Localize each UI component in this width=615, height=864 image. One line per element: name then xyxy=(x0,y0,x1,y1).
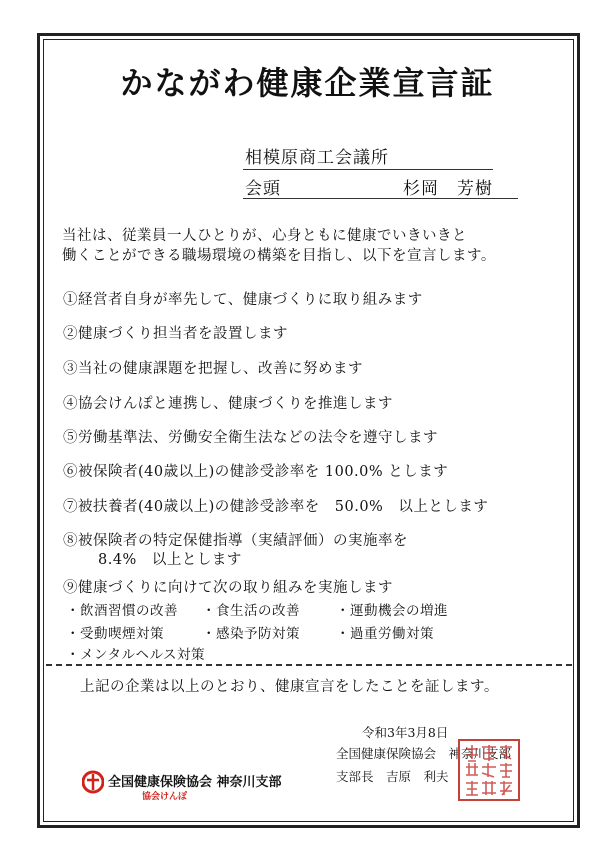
intro-paragraph xyxy=(62,226,562,266)
declaration-item-2: ②健康づくり担当者を設置します xyxy=(63,326,288,342)
declaration-item-8: ⑧被保険者の特定保健指導（実績評価）の実施率を xyxy=(63,533,408,549)
initiative-item: ・メンタルヘルス対策 xyxy=(66,647,206,663)
initiative-item: ・食生活の改善 xyxy=(202,603,300,619)
declaration-item-3: ③当社の健康課題を把握し、改善に努めます xyxy=(63,361,363,377)
certificate-title: かながわ健康企業宣言証 xyxy=(120,64,495,102)
logo-organization-name: 全国健康保険協会 神奈川支部 xyxy=(108,775,282,790)
representative-name: 杉岡 芳樹 xyxy=(403,179,493,199)
initiative-item: ・感染予防対策 xyxy=(202,626,300,642)
issuer-person: 支部長 吉原 利夫 xyxy=(336,769,449,784)
declaration-item-1: ①経営者自身が率先して、健康づくりに取り組みます xyxy=(63,292,423,308)
section-divider xyxy=(46,664,572,666)
declaration-item-7: ⑦被扶養者(40歳以上)の健診受診率を 50.0% 以上とします xyxy=(63,499,489,515)
declaration-item-6: ⑥被保険者(40歳以上)の健診受診率を 100.0% とします xyxy=(63,464,449,480)
logo-subtitle: 協会けんぽ xyxy=(142,792,188,802)
official-seal-stamp xyxy=(458,739,520,801)
issue-date: 令和3年3月8日 xyxy=(362,725,449,740)
company-underline xyxy=(243,169,493,170)
intro-line-2: 働くことができる職場環境の構築を目指し、以下を宣言します。 xyxy=(62,248,496,264)
initiative-item: ・過重労働対策 xyxy=(336,626,434,642)
representative-title: 会頭 xyxy=(245,179,281,199)
kenpo-mark-icon xyxy=(82,770,104,798)
company-name: 相模原商工会議所 xyxy=(245,148,389,168)
initiative-item: ・受動喫煙対策 xyxy=(66,626,164,642)
representative-underline xyxy=(243,198,518,199)
initiative-item: ・飲酒習慣の改善 xyxy=(66,603,178,619)
declaration-item-5: ⑤労働基準法、労働安全衛生法などの法令を遵守します xyxy=(63,430,438,446)
issuer-organization: 全国健康保険協会 神奈川支部 xyxy=(336,746,512,761)
kyokai-kenpo-logo xyxy=(82,770,302,804)
declaration-item-4: ④協会けんぽと連携し、健康づくりを推進します xyxy=(63,396,393,412)
declaration-item-9: ⑨健康づくりに向けて次の取り組みを実施します xyxy=(63,580,393,596)
certification-statement: 上記の企業は以上のとおり、健康宣言をしたことを証します。 xyxy=(80,679,499,695)
seal-pattern-icon xyxy=(460,741,518,799)
declaration-item-8-continued: 8.4% 以上とします xyxy=(98,552,242,568)
intro-line-1: 当社は、従業員一人ひとりが、心身ともに健康でいきいきと xyxy=(62,228,467,244)
initiative-item: ・運動機会の増進 xyxy=(336,603,448,619)
